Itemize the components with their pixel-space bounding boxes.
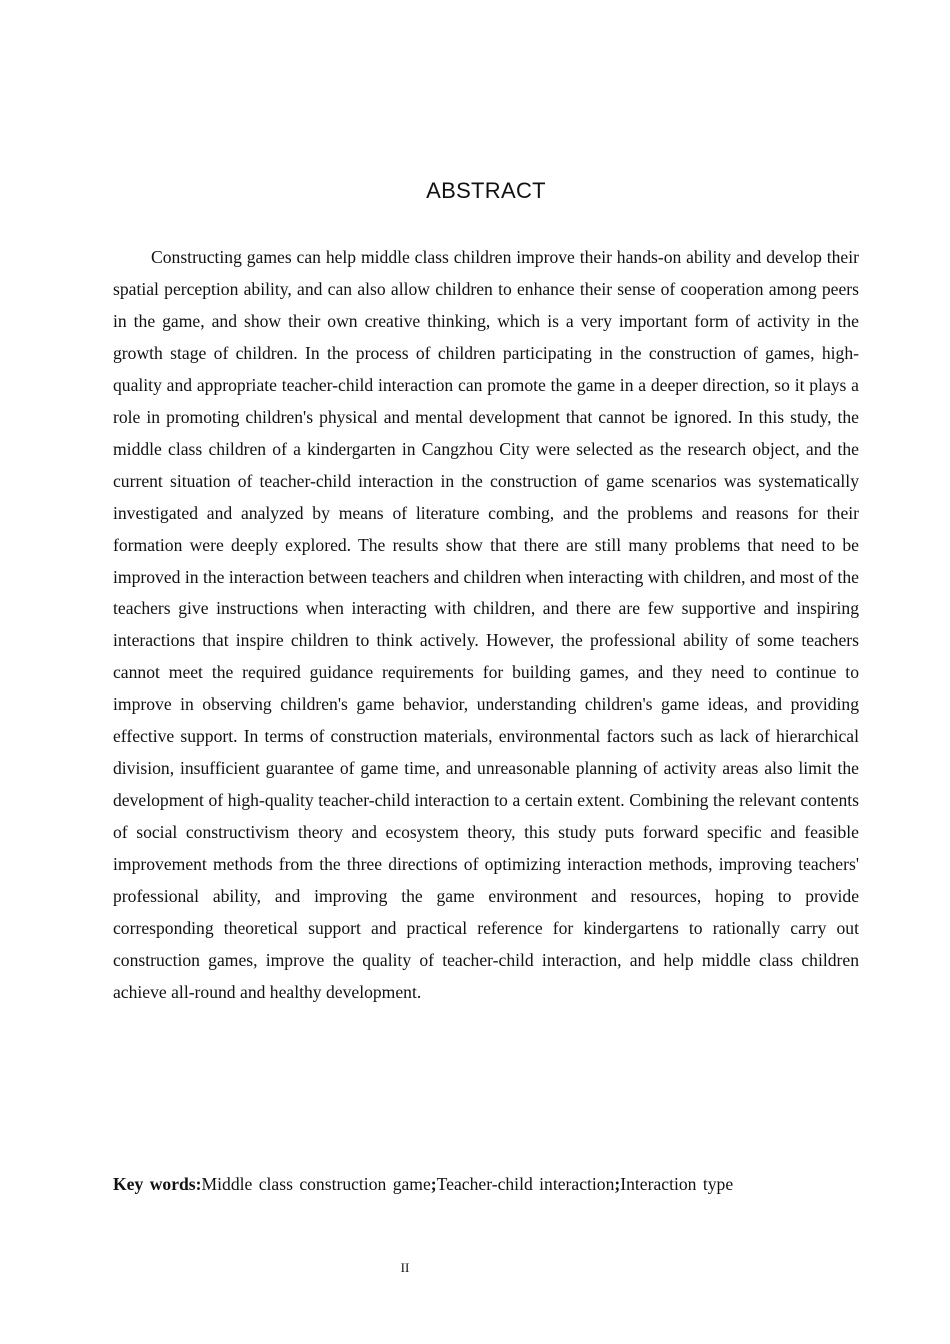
keywords-label: Key words: [113, 1174, 196, 1194]
keywords-colon: :: [195, 1174, 202, 1194]
keyword-item: Interaction type: [620, 1174, 734, 1194]
page-number: II: [400, 1260, 410, 1275]
keyword-separator: ;: [614, 1174, 621, 1194]
keyword-item: Middle class construction game: [201, 1174, 431, 1194]
abstract-body: Constructing games can help middle class children improve their hands-on ability and develop their spatial perception ability, and can also allow children to enhance their sense of cooperation among peers in the game, and show their own creative thinking, which is a very important form of activity in the growth stage of children. In the process of children participating in the construction of games, high-quality and appropriate teacher-child interaction can promote the game in a deeper direction, so it plays a role in promoting children's physical and mental development that cannot be ignored. In this study, the middle class children of a kindergarten in Cangzhou City were selected as the research object, and the current situation of teacher-child interaction in the construction of game scenarios was systematically investigated and analyzed by means of literature combing, and the problems and reasons for their formation were deeply explored. The results show that there are still many problems that need to be improved in the interaction between teachers and children when interacting with children, and most of the teachers give instructions when interacting with children, and there are few supportive and inspiring interactions that inspire children to think actively. However, the professional ability of some teachers cannot meet the required guidance requirements for building games, and they need to continue to improve in observing children's game behavior, understanding children's game ideas, and providing effective support. In terms of construction materials, environmental factors such as lack of hierarchical division, insufficient guarantee of game time, and unreasonable planning of activity areas also limit the development of high-quality teacher-child interaction to a certain extent. Combining the relevant contents of social constructivism theory and ecosystem theory, this study puts forward specific and feasible improvement methods from the three directions of optimizing interaction methods, improving teachers' professional ability, and improving the game environment and resources, hoping to provide corresponding theoretical support and practical reference for kindergartens to rationally carry out construction games, improve the quality of teacher-child interaction, and help middle class children achieve all-round and healthy development.: [113, 247, 859, 1002]
keyword-separator: ;: [430, 1174, 437, 1194]
keyword-item: Teacher-child interaction: [436, 1174, 615, 1194]
abstract-title: ABSTRACT: [426, 178, 546, 203]
keywords-line: [113, 1168, 859, 1200]
